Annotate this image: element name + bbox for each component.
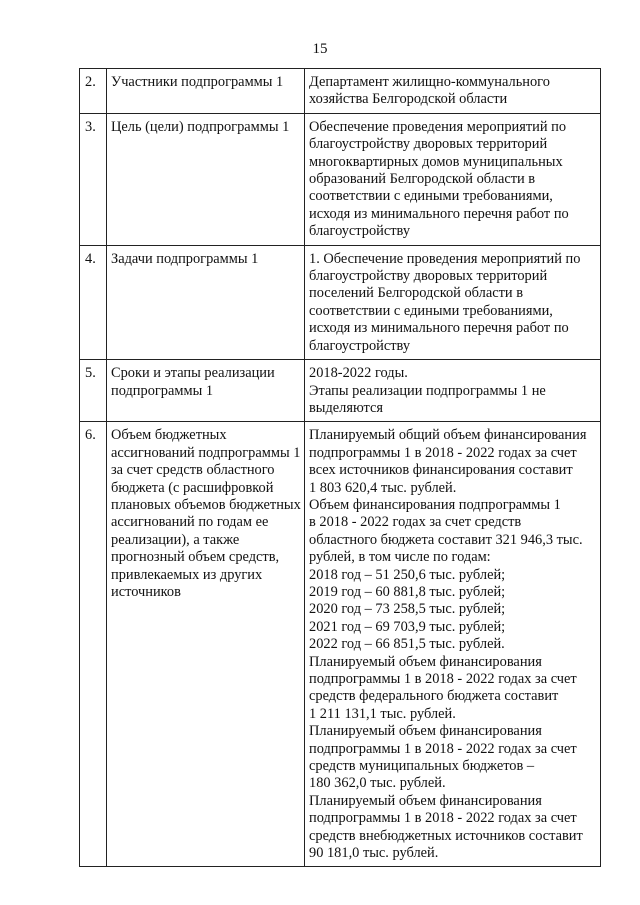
text-line: прогнозный объем средств, [111,549,280,566]
text-line: исходя из минимального перечня работ по [309,320,569,337]
text-line: 2022 год – 66 851,5 тыс. рублей. [309,636,505,653]
text-line: 2018-2022 годы. [309,365,408,382]
text-line: привлекаемых из других [111,566,263,583]
text-line: бюджета (с расшифровкой [111,479,274,496]
parameter-name-cell [107,69,305,114]
text-line: благоустройству дворовых территорий [309,136,548,153]
text-line: поселений Белгородской области в [309,285,523,302]
parameter-value-cell [305,113,601,245]
text-line: 2019 год – 60 881,8 тыс. рублей; [309,583,506,600]
table-row [80,69,601,114]
text-line: Сроки и этапы реализации [111,365,275,382]
text-line: Объем бюджетных [111,427,227,444]
text-line: 1. Обеспечение проведения мероприятий по [309,250,581,267]
text-line: 2020 год – 73 258,5 тыс. рублей; [309,601,506,618]
text-line: исходя из минимального перечня работ по [309,205,569,222]
row-number-cell: 6. [80,422,107,867]
text-line: образований Белгородской области в [309,171,536,188]
text-line: многоквартирных домов муниципальных [309,153,563,170]
text-line: реализации), а также [111,531,240,548]
parameter-value-cell [305,69,601,114]
text-line: Задачи подпрограммы 1 [111,250,259,267]
row-number-cell: 5. [80,360,107,422]
table-row [80,422,601,867]
text-line: Объем финансирования подпрограммы 1 [309,496,561,513]
text-line: 1 211 131,1 тыс. рублей. [309,705,456,722]
text-line: Планируемый объем финансирования [309,653,542,670]
parameter-name-cell [107,422,305,867]
text-line: благоустройству [309,337,411,354]
text-line: подпрограммы 1 в 2018 - 2022 годах за счет [309,671,577,687]
text-line: подпрограммы 1 в 2018 - 2022 годах за счет [309,740,577,757]
text-line: за счет средств областного [111,462,275,479]
parameter-name-cell [107,245,305,359]
text-line: плановых объемов бюджетных [111,496,301,513]
text-line: Цель (цели) подпрограммы 1 [111,118,290,135]
parameter-name-cell [107,113,305,245]
text-line: 1 803 620,4 тыс. рублей. [309,479,457,496]
row-number-cell: 3. [80,113,107,245]
text-line: Планируемый объем финансирования [309,723,542,740]
text-line: выделяются [309,399,384,416]
text-line: областного бюджета составит 321 946,3 тыс. [309,531,583,548]
row-number-cell: 4. [80,245,107,359]
text-line: благоустройству дворовых территорий [309,268,548,285]
text-line: Планируемый общий объем финансирования [309,427,587,444]
row-number-cell: 2. [80,69,107,114]
parameter-value-cell [305,245,601,359]
text-line: рублей, в том числе по годам: [309,549,491,566]
text-line: соответствии с едиными требованиями, [309,302,553,319]
text-line: ассигнований по годам ее [111,514,269,531]
text-line: источников [111,583,181,600]
page-number: 15 [312,41,328,57]
subprogram-passport-table [79,68,601,867]
text-line: всех источников финансирования составит [309,462,573,479]
text-line: подпрограммы 1 в 2018 - 2022 годах за счет [309,810,577,827]
text-line: 90 181,0 тыс. рублей. [309,845,439,862]
parameter-value-cell [305,360,601,422]
text-line: подпрограммы 1 в 2018 - 2022 годах за счет [309,444,577,461]
text-line: ассигнований подпрограммы 1 [111,444,301,461]
text-line: 2021 год – 69 703,9 тыс. рублей; [309,618,506,635]
text-line: Этапы реализации подпрограммы 1 не [309,382,546,399]
table-row [80,360,601,422]
text-line: Участники подпрограммы 1 [111,74,284,90]
text-line: подпрограммы 1 [111,382,214,399]
text-line: Планируемый объем финансирования [309,792,542,809]
text-line: средств муниципальных бюджетов – [309,758,535,775]
text-line: в 2018 - 2022 годах за счет средств [309,514,522,531]
table-row [80,113,601,245]
text-line: средств внебюджетных источников составит [309,827,583,844]
passport-table-body [80,69,601,867]
text-line: 2018 год – 51 250,6 тыс. рублей; [309,566,506,583]
table-row [80,245,601,359]
parameter-name-cell [107,360,305,422]
text-line: соответствии с едиными требованиями, [309,188,553,205]
text-line: 180 362,0 тыс. рублей. [309,775,446,792]
text-line: благоустройству [309,223,411,240]
text-line: хозяйства Белгородской области [309,91,508,108]
text-line: Обеспечение проведения мероприятий по [309,118,567,135]
text-line: средств федерального бюджета составит [309,688,559,705]
parameter-value-cell [305,422,601,867]
text-line: Департамент жилищно-коммунального [309,74,550,90]
